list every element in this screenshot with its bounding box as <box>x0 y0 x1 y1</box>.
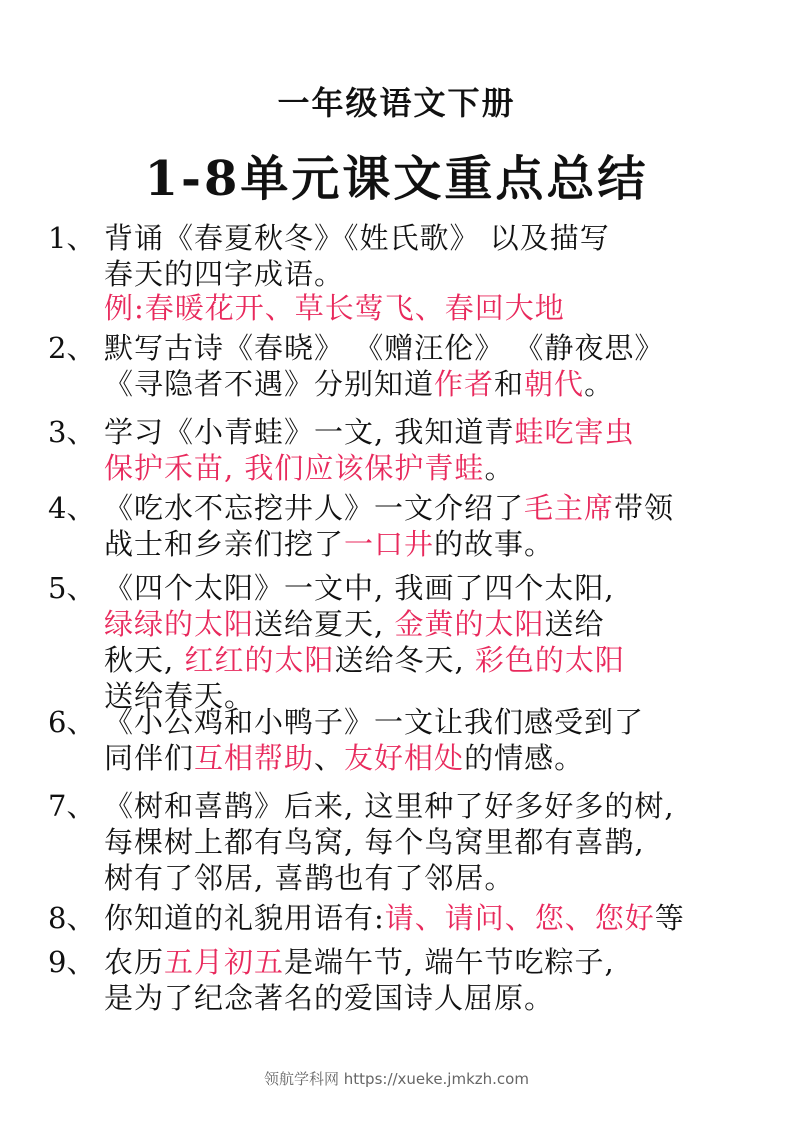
body-text: 带领 <box>614 491 675 525</box>
body-text: 《寻隐者不遇》分别知道 <box>104 367 435 401</box>
item-line <box>104 366 614 402</box>
item-number: 8、 <box>48 901 96 935</box>
item-line <box>104 788 675 824</box>
item-line <box>104 824 645 860</box>
body-text: 默写古诗《春晓》 《赠汪伦》 《静夜思》 <box>104 331 665 365</box>
highlight-text: 毛主席 <box>524 491 615 525</box>
item-line <box>104 290 565 326</box>
item-line <box>104 414 634 450</box>
item-line <box>104 490 674 526</box>
body-text: 同伴们 <box>104 741 195 775</box>
body-text: 《吃水不忘挖井人》一文介绍了 <box>104 491 525 525</box>
highlight-text: 五月初五 <box>164 945 285 979</box>
item-line <box>104 330 664 366</box>
item-line <box>104 526 554 562</box>
item-number: 9、 <box>48 945 96 979</box>
item-line <box>104 570 615 606</box>
body-text: 每棵树上都有鸟窝, 每个鸟窝里都有喜鹊, <box>104 825 645 859</box>
document-title: 1-8单元课文重点总结 <box>144 151 649 207</box>
highlight-text: 金黄的太阳 <box>394 607 545 641</box>
body-text: 农历 <box>104 945 165 979</box>
body-text: 。 <box>484 451 515 485</box>
highlight-text: 友好相处 <box>344 741 465 775</box>
item-line <box>104 256 344 292</box>
item-number: 6、 <box>48 705 96 739</box>
item-line <box>104 740 584 776</box>
highlight-text: 绿绿的太阳 <box>104 607 255 641</box>
highlight-text: 作者 <box>434 367 495 401</box>
body-text: 送给 <box>544 607 605 641</box>
body-text: 、 <box>314 741 345 775</box>
highlight-text: 例:春暖花开、草长莺飞、春回大地 <box>104 291 565 325</box>
item-number: 5、 <box>48 571 96 605</box>
highlight-text: 蛙吃害虫 <box>514 415 635 449</box>
body-text: 春天的四字成语。 <box>104 257 345 291</box>
body-text: 送给夏天, <box>254 607 395 641</box>
item-line <box>104 860 514 896</box>
body-text: 你知道的礼貌用语有: <box>104 901 385 935</box>
item-number: 1、 <box>48 221 96 255</box>
highlight-text: 保护禾苗, 我们应该保护青蛙 <box>104 451 485 485</box>
footer-watermark: 领航学科网 https://xueke.jmkzh.com <box>264 1070 529 1088</box>
item-number: 4、 <box>48 491 96 525</box>
item-line <box>104 900 685 936</box>
item-number: 7、 <box>48 789 96 823</box>
body-text: 送给冬天, <box>334 643 475 677</box>
item-line <box>104 220 610 256</box>
body-text: 的情感。 <box>464 741 585 775</box>
document-subtitle: 一年级语文下册 <box>277 84 516 122</box>
item-line <box>104 704 644 740</box>
highlight-text: 一口井 <box>344 527 435 561</box>
item-number: 3、 <box>48 415 96 449</box>
body-text: 树有了邻居, 喜鹊也有了邻居。 <box>104 861 515 895</box>
body-text: 是端午节, 端午节吃粽子, <box>284 945 615 979</box>
body-text: 。 <box>584 367 615 401</box>
highlight-text: 红红的太阳 <box>184 643 335 677</box>
body-text: 战士和乡亲们挖了 <box>104 527 345 561</box>
body-text: 《树和喜鹊》后来, 这里种了好多好多的树, <box>104 789 675 823</box>
body-text: 等 <box>654 901 685 935</box>
body-text: 和 <box>494 367 525 401</box>
body-text: 背诵《春夏秋冬》《姓氏歌》 以及描写 <box>104 221 610 255</box>
item-number: 2、 <box>48 331 96 365</box>
item-line <box>104 606 604 642</box>
item-line <box>104 642 625 678</box>
highlight-text: 彩色的太阳 <box>474 643 625 677</box>
body-text: 学习《小青蛙》一文, 我知道青 <box>104 415 515 449</box>
highlight-text: 互相帮助 <box>194 741 315 775</box>
body-text: 《小公鸡和小鸭子》一文让我们感受到了 <box>104 705 645 739</box>
highlight-text: 请、请问、您、您好 <box>384 901 655 935</box>
body-text: 的故事。 <box>434 527 555 561</box>
item-line <box>104 450 514 486</box>
item-line <box>104 980 554 1016</box>
highlight-text: 朝代 <box>524 367 585 401</box>
body-text: 是为了纪念著名的爱国诗人屈原。 <box>104 981 555 1015</box>
body-text: 秋天, <box>104 643 185 677</box>
item-line <box>104 944 615 980</box>
body-text: 《四个太阳》一文中, 我画了四个太阳, <box>104 571 615 605</box>
body-text: 送给春天。 <box>104 679 255 713</box>
